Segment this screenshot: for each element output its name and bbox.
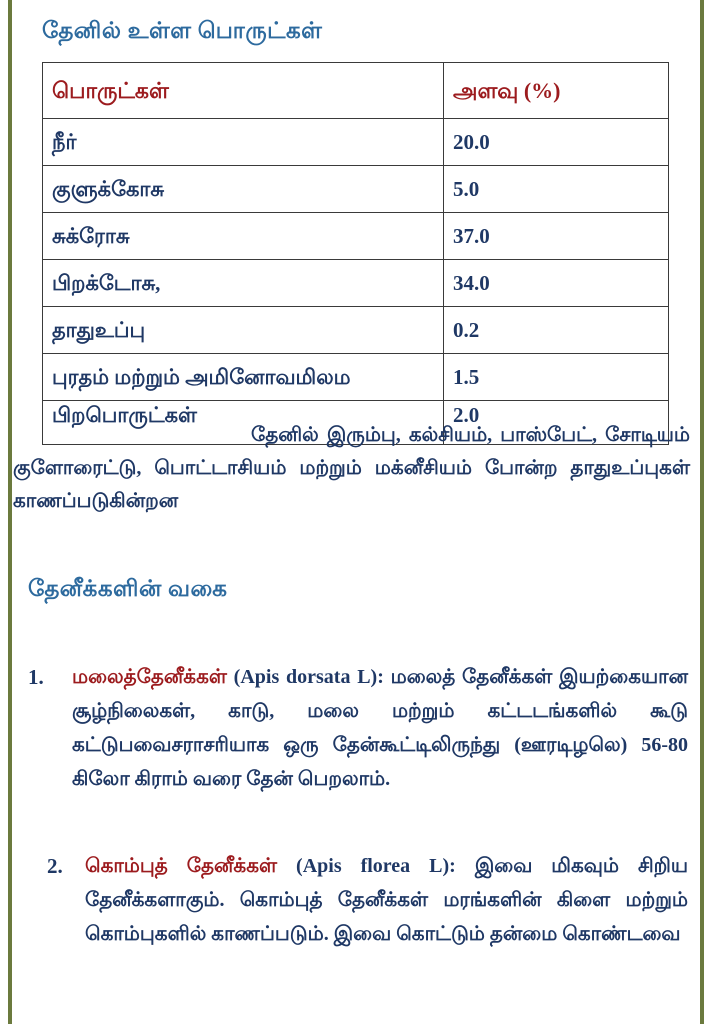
table-cell-label: குளுக்கோசு xyxy=(43,166,444,212)
table-row xyxy=(43,353,668,400)
bee-name-latin: (Apis florea L): xyxy=(296,855,456,877)
honey-composition-table xyxy=(42,62,669,445)
page-border-right xyxy=(700,0,704,1024)
table-cell-value: 5.0 xyxy=(453,176,480,201)
section-title-honey-contents: தேனில் உள்ள பொருட்கள் xyxy=(42,18,323,43)
table-header-row xyxy=(43,63,668,118)
bee-name-tamil: மலைத்தேனீக்கள் xyxy=(72,666,227,688)
table-header-substance: பொருட்கள் xyxy=(43,63,444,118)
table-cell-label: தாதுஉப்பு xyxy=(43,307,444,353)
page-border-left xyxy=(8,0,12,1024)
list-number: 2. xyxy=(47,854,63,878)
bee-description: இவை மிகவும் சிறிய தேனீக்களாகும். கொம்புத் தேனீக்கள் மரங்களின் கிளை மற்றும் கொம்புகளில் காணப்படும். இவை கொட்டும் தன்மை கொண்டவை xyxy=(85,855,689,945)
table-row xyxy=(43,306,668,353)
minerals-paragraph: தேனில் இரும்பு, கல்சியம், பாஸ்பேட், சோடியம் குளோரைட்டு, பொட்டாசியம் மற்றும் மக்னீசியம் போன்ற தாதுஉப்புகள் காணப்படுகின்றன xyxy=(13,424,690,512)
table-row xyxy=(43,212,668,259)
table-row xyxy=(43,259,668,306)
table-header-amount: அளவு (%) xyxy=(453,77,561,103)
list-item-apis-florea xyxy=(47,849,688,951)
table-cell-value: 0.2 xyxy=(453,317,480,342)
list-item-apis-dorsata xyxy=(28,660,688,796)
table-cell-value: 2.0 xyxy=(453,403,480,427)
table-row xyxy=(43,118,668,165)
table-cell-label: பிறக்டோசு, xyxy=(43,260,444,306)
bee-description: மலைத் தேனீக்கள் இயற்கையான சூழ்நிலைகள், காடு, மலை மற்றும் கட்டடங்களில் கூடு கட்டுபவைசராசரியாக ஒரு தேன்கூட்டிலிருந்து (ஊரடிழலெ) 56-80 கிலோ கிராம் வரை தேன் பெறலாம். xyxy=(72,666,688,790)
table-cell-label: சுக்ரோசு xyxy=(43,213,444,259)
bee-name-latin: (Apis dorsata L): xyxy=(233,666,384,688)
list-item-text xyxy=(72,660,688,796)
table-cell-value: 37.0 xyxy=(453,223,490,248)
table-cell-label: நீர் xyxy=(43,119,444,165)
list-item-text xyxy=(85,849,688,951)
table-cell-value: 1.5 xyxy=(453,364,480,389)
table-cell-label: பிறபொருட்கள் xyxy=(43,401,444,444)
table-cell-value: 20.0 xyxy=(453,129,490,154)
bee-name-tamil: கொம்புத் தேனீக்கள் xyxy=(85,855,278,877)
table-cell-label: புரதம் மற்றும் அமினோவமிலம xyxy=(43,354,444,400)
table-row xyxy=(43,165,668,212)
list-number: 1. xyxy=(28,665,44,689)
table-cell-value: 34.0 xyxy=(453,270,490,295)
section-title-bee-types: தேனீக்களின் வகை xyxy=(28,576,228,601)
